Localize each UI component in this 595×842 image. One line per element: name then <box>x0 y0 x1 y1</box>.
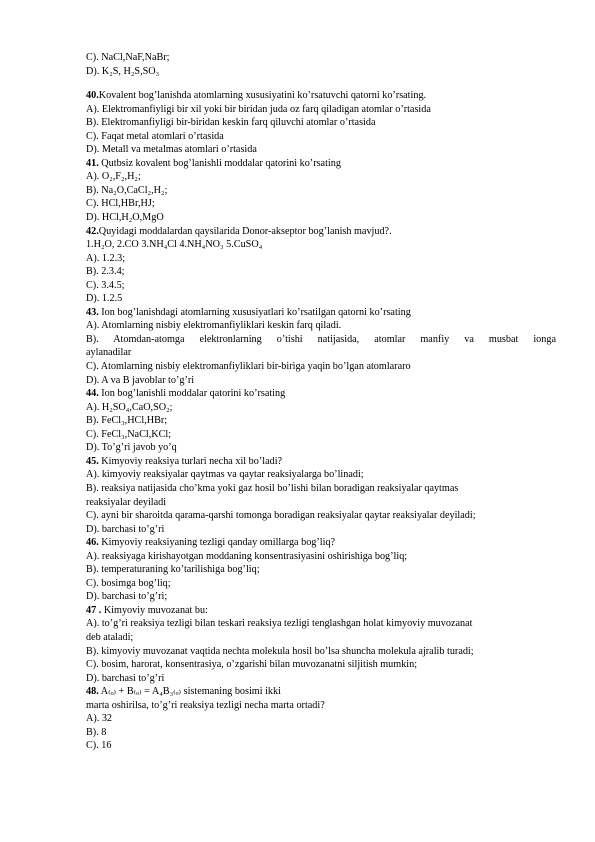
text-line <box>86 292 556 306</box>
line-text: D). A va B javoblar to’g’ri <box>86 374 195 386</box>
line-text: reaksiyalar deyiladi <box>86 496 167 508</box>
line-text: Quyidagi moddalardan qaysilarida Donor-akseptor bog’lanish mavjud?. <box>98 225 392 237</box>
text-line <box>86 65 556 79</box>
question-line <box>86 536 556 550</box>
line-text: B). kimyoviy muvozanat vaqtida nechta molekula hosil bo’lsa shuncha molekula ajralib turadi; <box>86 645 474 657</box>
text-line <box>86 116 556 130</box>
question-number: 45. <box>86 455 99 467</box>
blank-line <box>86 78 556 89</box>
line-text: B). 8 <box>86 726 107 738</box>
question-line <box>86 157 556 171</box>
line-text: D). 1.2.5 <box>86 293 123 305</box>
text-line <box>86 238 556 252</box>
line-text: D). barchasi to’g’ri <box>86 672 165 684</box>
line-text: Ion bog’lanishdagi atomlarning xususiyatlari ko’rsatilgan qatorni ko’rsating <box>98 306 411 318</box>
question-number: 42. <box>86 225 99 237</box>
question-line <box>86 604 556 618</box>
text-line <box>86 550 556 564</box>
text-line <box>86 130 556 144</box>
line-text: C). 16 <box>86 740 112 752</box>
text-line <box>86 726 556 740</box>
line-text: 1.H₂O, 2.CO 3.NH₄Cl 4.NH₄NO₃ 5.CuSO₄ <box>86 239 263 251</box>
text-line <box>86 333 556 347</box>
line-text: Kimyoviy reaksiyaning tezligi qanday omillarga bog’liq? <box>98 537 336 549</box>
line-text: A). reaksiyaga kirishayotgan moddaning konsentrasiyasini oshirishiga bog’liq; <box>86 550 408 562</box>
text-line <box>86 103 556 117</box>
line-text: aylanadilar <box>86 347 132 359</box>
line-text: C). ayni bir sharoitda qarama-qarshi tomonga boradigan reaksiyalar qaytar reaksiyalar deyiladi; <box>86 510 476 522</box>
line-text: B). Elektromanfiyligi bir-biridan keskin farq qiluvchi atomlar o’rtasida <box>86 117 376 129</box>
text-line <box>86 739 556 753</box>
line-text: C). Faqat metal atomlari o’rtasida <box>86 130 224 142</box>
line-text: A). to’g’ri reaksiya tezligi bilan teskari reaksiya tezligi tenglashgan holat kimyoviy muvozanat <box>86 618 473 630</box>
line-text: A). H₂SO₄,CaO,SO₂; <box>86 401 173 413</box>
question-number: 41. <box>86 157 99 169</box>
text-line <box>86 252 556 266</box>
text-line <box>86 374 556 388</box>
line-text: B). FeCl₃,HCl,HBr; <box>86 415 168 427</box>
text-line <box>86 672 556 686</box>
text-line <box>86 509 556 523</box>
line-text: C). bosim, harorat, konsentrasiya, o’zgarishi bilan muvozanatni siljitish mumkin; <box>86 659 418 671</box>
line-text: Ion bog’lanishli moddalar qatorini ko’rsating <box>98 388 286 400</box>
line-text: A). Atomlarning nisbiy elektromanfiyliklari keskin farq qiladi. <box>86 320 342 332</box>
line-text: D). K₂S, H₂S,SO₃ <box>86 65 160 77</box>
text-line <box>86 211 556 225</box>
text-line <box>86 197 556 211</box>
text-line <box>86 346 556 360</box>
line-text: C). bosimga bog’liq; <box>86 577 171 589</box>
line-text: D). HCl,H₂O,MgO <box>86 212 164 224</box>
line-text: deb ataladi; <box>86 631 134 643</box>
text-line <box>86 658 556 672</box>
line-text: C). HCl,HBr,HJ; <box>86 198 155 210</box>
text-line <box>86 617 556 631</box>
question-line <box>86 685 556 699</box>
text-line <box>86 590 556 604</box>
text-line <box>86 360 556 374</box>
text-line <box>86 631 556 645</box>
line-text: D). To’g’ri javob yo’q <box>86 442 177 454</box>
line-text: C). Atomlarning nisbiy elektromanfiyliklari bir-biriga yaqin bo’lgan atomlararo <box>86 361 411 373</box>
text-line <box>86 414 556 428</box>
line-text: A). Elektromanfiyligi bir xil yoki bir biridan juda oz farq qiladigan atomlar o’rtasida <box>86 103 431 115</box>
line-text: B). Na₂O,CaCl₂,H₂; <box>86 184 168 196</box>
text-line <box>86 577 556 591</box>
line-text: Kimyoviy reaksiya turlari necha xil bo’ladi? <box>98 455 283 467</box>
line-text: D). barchasi to’g’ri; <box>86 591 168 603</box>
line-text: A). 32 <box>86 713 113 725</box>
text-line <box>86 523 556 537</box>
question-line <box>86 225 556 239</box>
text-line <box>86 265 556 279</box>
question-number: 40. <box>86 90 99 102</box>
line-text: C). NaCl,NaF,NaBr; <box>86 52 170 63</box>
question-number: 46. <box>86 537 99 549</box>
line-text: D). Metall va metalmas atomlari o’rtasida <box>86 144 257 156</box>
text-line <box>86 428 556 442</box>
text-line <box>86 319 556 333</box>
text-line <box>86 712 556 726</box>
question-number: 44. <box>86 388 99 400</box>
text-line <box>86 51 556 65</box>
line-text: B). 2.3.4; <box>86 266 125 278</box>
question-number: 43. <box>86 306 99 318</box>
question-number: 48. <box>86 686 99 698</box>
text-line <box>86 468 556 482</box>
document-body <box>86 51 556 753</box>
line-text: C). 3.4.5; <box>86 279 125 291</box>
text-line <box>86 279 556 293</box>
text-line <box>86 170 556 184</box>
question-line <box>86 387 556 401</box>
text-line <box>86 401 556 415</box>
text-line <box>86 184 556 198</box>
text-line <box>86 563 556 577</box>
line-text: Qutbsiz kovalent bog’lanishli moddalar qatorini ko’rsating <box>98 157 341 169</box>
line-text: C). FeCl₃,NaCl,KCl; <box>86 428 172 440</box>
line-text: A). kimyoviy reaksiyalar qaytmas va qaytar reaksiyalarga bo’linadi; <box>86 469 364 481</box>
text-line <box>86 143 556 157</box>
line-text: Kimyoviy muvozanat bu: <box>101 604 208 616</box>
line-text: B). Atomdan-atomga elektronlarning o’tishi natijasida, atomlar manfiy va musbat ionga <box>86 333 556 345</box>
question-line <box>86 455 556 469</box>
line-text: A₍ₒ₎ + B₍ₒ₎ = A₄B₃₍ₒ₎ sistemaning bosimi ikki <box>98 686 281 698</box>
line-text: A). O₂,F₂,H₂; <box>86 171 141 183</box>
line-text: Kovalent bog’lanishda atomlarning xususiyatini ko’rsatuvchi qatorni ko’rsating. <box>98 90 427 102</box>
text-line <box>86 441 556 455</box>
question-number: 47 . <box>86 604 102 616</box>
text-line <box>86 482 556 496</box>
question-line <box>86 306 556 320</box>
line-text: A). 1.2.3; <box>86 252 126 264</box>
text-line <box>86 699 556 713</box>
text-line <box>86 496 556 510</box>
line-text: marta oshirilsa, to’g’ri reaksiya tezligi necha marta ortadi? <box>86 699 325 711</box>
text-line <box>86 645 556 659</box>
question-line <box>86 89 556 103</box>
line-text: B). temperaturaning ko’tarilishiga bog’liq; <box>86 564 260 576</box>
line-text: D). barchasi to’g’ri <box>86 523 165 535</box>
line-text: B). reaksiya natijasida cho’kma yoki gaz hosil bo’lishi bilan boradigan reaksiyalar qaytmas <box>86 482 459 494</box>
